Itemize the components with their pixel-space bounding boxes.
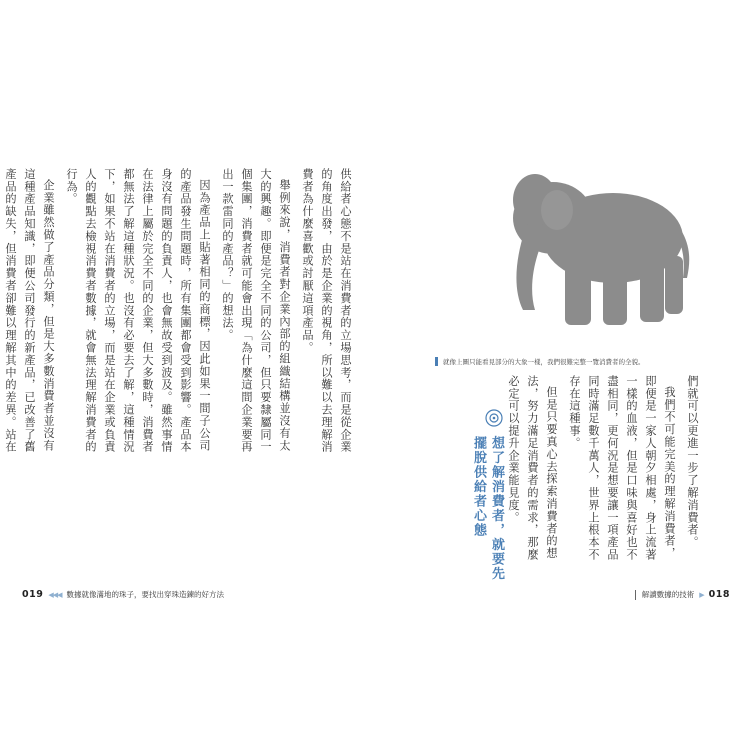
caption-text: 就像上圖只能看見部分的大象一樣，我們很難完整一覽消費者的全貌。	[443, 358, 645, 366]
figure-caption	[435, 357, 735, 366]
paragraph: 們就可以更進一步了解消費者。	[686, 375, 699, 549]
right-page	[375, 40, 750, 620]
chapter-title: 數據就像滿地的珠子，要找出穿珠造鍊的好方法	[66, 590, 224, 599]
page-number-left: 019	[22, 589, 44, 600]
paragraph: 我們不可能完美的理解消費者，即便是一家人朝夕相處，身上流著一樣的血液，但是口味與喜好也不盡相同，更何況是想要讓一項產品同時滿足數千萬人，世界上根本不存在這種事。	[568, 375, 676, 561]
left-footer	[22, 589, 224, 600]
paragraph: 因為產品上貼著相同的商標，因此如果一間子公司的產品發生問題時，所有集團都會受到影響。產品本身沒有問題的負責人，也會無故受到波及。雖然事情在法律上屬於完全不同的企業，但大多數時，消費者都無法了解這種狀況。也沒有必要去了解，這種情況下，如果不站在消費者的立場，而是站在企業或負責人的觀點去檢視消費者數據，就會無法理解消費者的行為。	[65, 168, 211, 454]
paragraph: 舉例來說，消費者對企業內部的組織結構並沒有太大的興趣。即便是完全不同的公司，但只要隸屬同一個集團，消費者就可能會出現「為什麼這間企業要再出一款雷同的產品？」的想法。	[221, 168, 291, 454]
paragraph: 供給者心態不是站在消費者的立場思考，而是從企業的角度出發，由於是企業的視角，所以難以去理解消費者為什麼喜歡或討厭這項產品。	[301, 168, 352, 454]
arrow-right-icon: ▶	[699, 590, 704, 599]
paragraph: 但是只要真心去探索消費者的想法，努力滿足消費者的需求，那麼必定可以提升企業能見度。	[507, 375, 558, 561]
page-number-right: 018	[708, 589, 730, 600]
elephant-illustration	[495, 160, 695, 350]
left-page	[0, 40, 375, 620]
left-body-text	[4, 168, 355, 458]
target-icon	[484, 408, 504, 428]
paragraph: 企業雖然做了產品分類，但是大多數消費者並沒有這種產品知識，即便公司發行的新產品，已改善了舊產品的缺失，但消費者卻難以理解其中的差異。站在	[4, 168, 55, 454]
caption-marker	[435, 357, 438, 366]
divider	[635, 590, 636, 600]
arrow-left-icon: ◀◀◀	[48, 590, 62, 599]
right-footer	[629, 589, 730, 600]
section-title: 解讀數據的技術	[641, 590, 695, 599]
right-body-text	[507, 375, 702, 563]
section-subheading: 想了解消費者，就要先擺脫供給者心態	[471, 436, 504, 581]
